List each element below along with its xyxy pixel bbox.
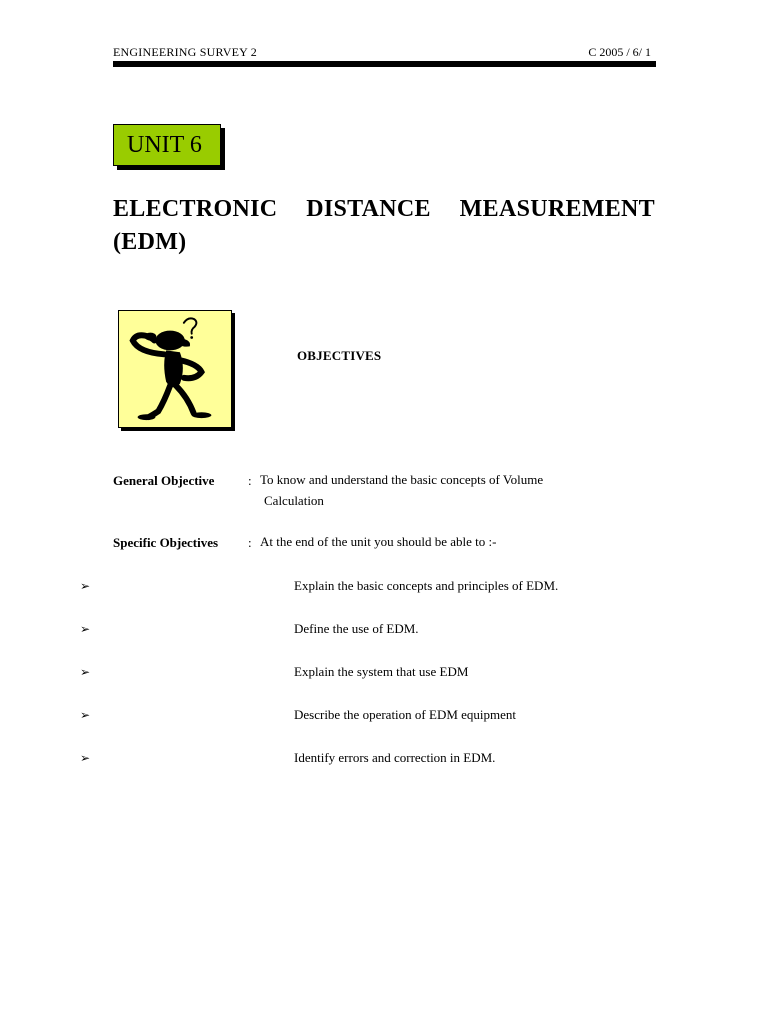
header-course-title: ENGINEERING SURVEY 2 [113, 45, 257, 59]
unit-label-box [113, 124, 221, 166]
general-objective-line-1: To know and understand the basic concepts of Volume [260, 472, 544, 487]
header-divider [113, 61, 656, 67]
objective-item: Explain the system that use EDM [294, 664, 469, 679]
arrow-bullet-icon: ➢ [80, 622, 91, 636]
objective-item: Define the use of EDM. [294, 621, 419, 636]
objectives-heading: OBJECTIVES [297, 348, 382, 363]
arrow-bullet-icon: ➢ [80, 708, 91, 722]
unit-label: UNIT 6 [127, 132, 202, 158]
objective-item: Explain the basic concepts and principles of EDM. [294, 578, 559, 593]
arrow-bullet-icon: ➢ [80, 579, 91, 593]
specific-objectives-label: Specific Objectives [113, 535, 219, 550]
objective-item: Identify errors and correction in EDM. [294, 750, 496, 765]
general-objective-text [260, 469, 543, 511]
page-title: ELECTRONIC DISTANCE MEASUREMENT (EDM) [113, 196, 655, 255]
general-objective-colon: : [248, 473, 252, 488]
specific-objectives-colon: : [248, 535, 252, 550]
arrow-bullet-icon: ➢ [80, 665, 91, 679]
general-objective-label: General Objective [113, 473, 215, 488]
general-objective-line-2: Calculation [264, 493, 324, 508]
thinking-person-icon [118, 310, 232, 428]
specific-objectives-text: At the end of the unit you should be able to :- [260, 534, 497, 549]
arrow-bullet-icon: ➢ [80, 751, 91, 765]
header-course-code: C 2005 / 6/ 1 [588, 45, 651, 59]
objective-item: Describe the operation of EDM equipment [294, 707, 517, 722]
